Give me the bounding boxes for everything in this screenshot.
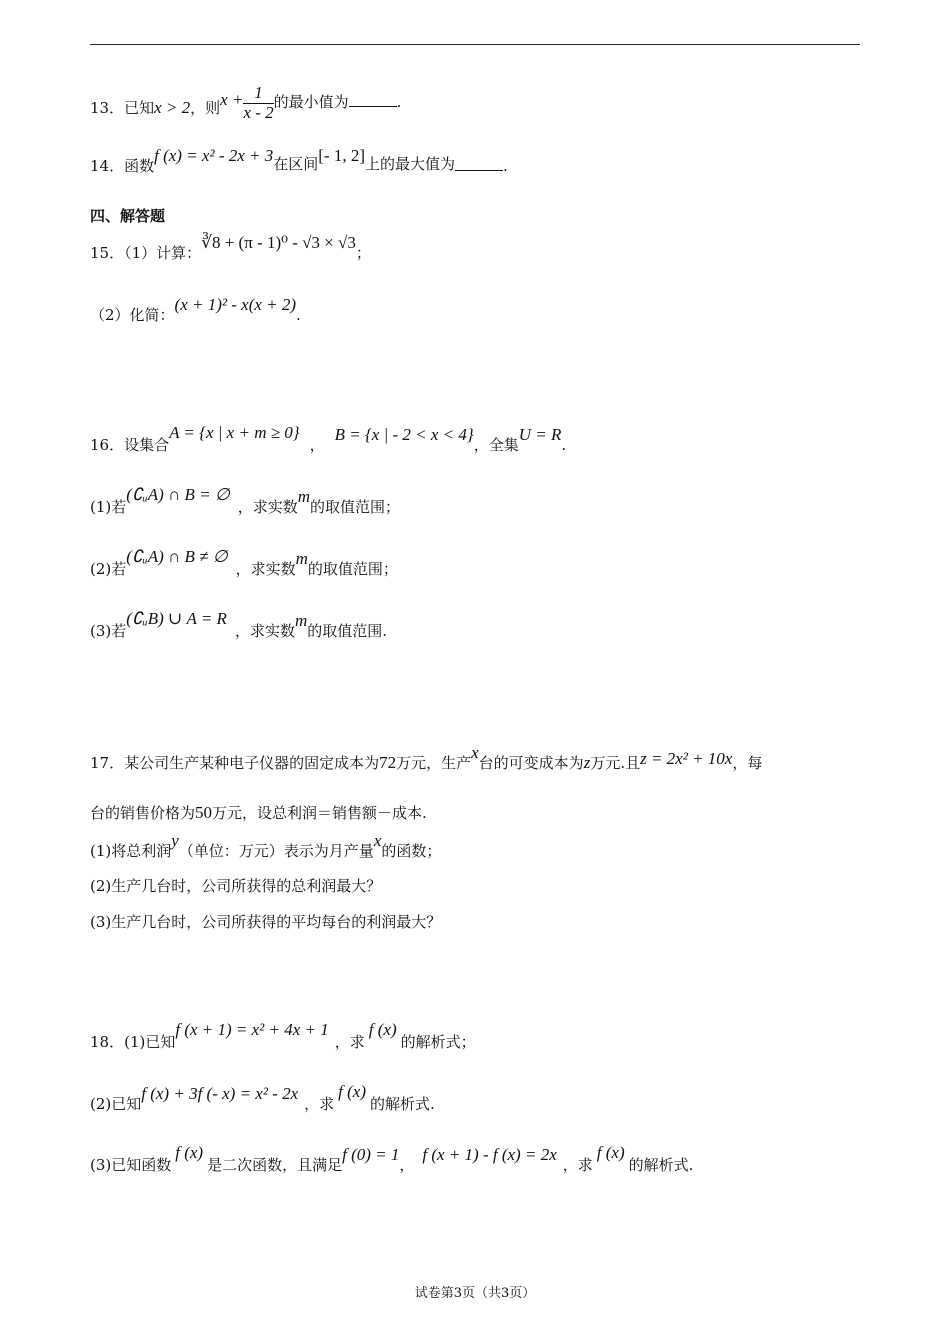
math-function: f (x)	[175, 1143, 204, 1162]
question-18-part-3	[90, 1143, 694, 1175]
question-15-part-2	[90, 295, 301, 325]
math-expression: f (x) + 3f (- x) = x² - 2x	[141, 1084, 299, 1103]
question-16-part-2	[90, 547, 398, 579]
math-variable: z	[583, 753, 591, 772]
part-label: (1)若	[90, 498, 127, 516]
math-variable: x	[471, 743, 479, 762]
page-footer: 试卷第3页（共3页）	[414, 1286, 536, 1301]
part-label: (2)若	[90, 560, 127, 578]
header-rule	[90, 44, 860, 45]
question-number: 16．	[90, 436, 125, 454]
question-16-part-1	[90, 485, 401, 517]
answer-blank	[349, 105, 397, 107]
question-text: （单位：万元）表示为月产量	[178, 842, 374, 860]
question-text: ，每	[732, 754, 763, 772]
question-text: ，求	[562, 1156, 593, 1174]
question-text: 上的最大值为	[365, 155, 456, 173]
question-text: 的解析式.	[370, 1095, 435, 1113]
question-text: 的函数；	[381, 842, 442, 860]
question-17-part-1	[90, 831, 442, 861]
punctuation: ，	[309, 436, 325, 454]
math-set-a: A = {x | x + m ≥ 0}	[169, 423, 300, 442]
math-function: f (x)	[596, 1143, 625, 1162]
math-universal-set: U = R	[518, 425, 562, 444]
part-label: (1)已知	[124, 1033, 176, 1051]
question-18-part-1	[90, 1020, 476, 1052]
part-label: （1）计算：	[124, 244, 202, 262]
question-text: 设集合	[124, 436, 170, 454]
question-text: ，求	[334, 1033, 365, 1051]
math-condition: f (x + 1) - f (x) = 2x	[422, 1145, 557, 1164]
math-expression: z = 2x² + 10x	[640, 749, 733, 768]
punctuation: .	[503, 157, 508, 175]
math-variable: x	[373, 831, 382, 850]
question-text: ，全集	[473, 436, 519, 454]
question-17-part-2: (2)生产几台时，公司所获得的总利润最大？	[90, 877, 382, 895]
question-number: 14．	[90, 157, 125, 175]
part-label: (3)已知函数	[90, 1156, 172, 1174]
answer-blank	[455, 169, 503, 171]
math-expression: (x + 1)² - x(x + 2)	[174, 295, 297, 314]
part-label: (2)已知	[90, 1095, 142, 1113]
section-heading: 四、解答题	[90, 207, 166, 225]
question-16-part-3	[90, 609, 388, 641]
question-text: 的取值范围.	[307, 622, 388, 640]
question-text: 是二次函数，且满足	[207, 1156, 343, 1174]
math-expression: ∛8 + (π - 1)⁰ - √3 × √3	[201, 233, 356, 252]
question-text: 的取值范围；	[307, 560, 398, 578]
value-fixed-cost: 72	[379, 753, 397, 772]
question-16	[90, 423, 567, 455]
question-17	[90, 743, 763, 773]
question-text: 已知	[124, 99, 155, 118]
value-price: 50	[195, 803, 213, 822]
math-variable: m	[297, 487, 310, 506]
question-15-part-1	[90, 233, 371, 263]
question-number: 13．	[90, 99, 125, 118]
question-14	[90, 146, 508, 176]
math-expression: f (x + 1) = x² + 4x + 1	[175, 1020, 329, 1039]
question-text: 台的销售价格为	[90, 804, 196, 822]
math-function: f (x)	[368, 1020, 397, 1039]
question-text: 的取值范围；	[310, 498, 401, 516]
question-text: 在区间	[273, 155, 319, 173]
math-condition: f (0) = 1	[342, 1145, 400, 1164]
math-variable: m	[295, 549, 308, 568]
math-expression: (∁ᵤB) ∪ A = R	[126, 609, 227, 628]
punctuation: ；	[355, 244, 371, 262]
math-variable: y	[171, 831, 179, 850]
question-text: ，求实数	[237, 498, 298, 516]
math-expression: (∁ᵤA) ∩ B = ∅	[126, 485, 230, 504]
punctuation: ，	[399, 1156, 415, 1174]
math-expression: x +	[220, 90, 244, 110]
question-text: 某公司生产某种电子仪器的固定成本为	[124, 754, 380, 772]
question-text: 的最小值为	[273, 93, 349, 112]
punctuation: .	[296, 306, 301, 324]
question-text: ，求	[304, 1095, 335, 1113]
question-text: 的解析式；	[400, 1033, 476, 1051]
math-condition: x > 2	[154, 98, 191, 118]
question-text: ，求实数	[235, 560, 296, 578]
question-text: 函数	[124, 157, 155, 175]
question-text: (1)将总利润	[90, 842, 172, 860]
math-function: f (x)	[338, 1082, 366, 1101]
question-17-part-3: (3)生产几台时，公司所获得的平均每台的利润最大？	[90, 913, 442, 931]
part-label: (3)若	[90, 622, 127, 640]
question-text: 台的可变成本为	[478, 754, 584, 772]
question-text: ，求实数	[234, 622, 295, 640]
question-17-line-2	[90, 803, 427, 823]
math-function: f (x) = x² - 2x + 3	[154, 146, 274, 165]
math-fraction: $\frac{1}{x - 2}$	[243, 83, 274, 122]
question-number: 18．	[90, 1033, 125, 1051]
math-variable: m	[294, 611, 308, 630]
math-set-b: B = {x | - 2 < x < 4}	[334, 425, 474, 444]
question-text: 万元.且	[590, 754, 641, 772]
question-text: 的解析式.	[628, 1156, 694, 1174]
math-interval: [- 1, 2]	[318, 146, 365, 165]
question-18-part-2	[90, 1082, 435, 1114]
punctuation: .	[561, 436, 567, 454]
punctuation: .	[396, 93, 402, 112]
question-13	[90, 83, 402, 128]
math-expression: (∁ᵤA) ∩ B ≠ ∅	[126, 547, 228, 566]
question-text: 万元，设总利润＝销售额－成本.	[212, 804, 427, 822]
question-text: 万元，生产	[396, 754, 472, 772]
part-label: （2）化简：	[90, 306, 175, 324]
question-number: 17．	[90, 754, 125, 772]
question-number: 15．	[90, 244, 125, 262]
question-text: ，则	[190, 99, 221, 118]
